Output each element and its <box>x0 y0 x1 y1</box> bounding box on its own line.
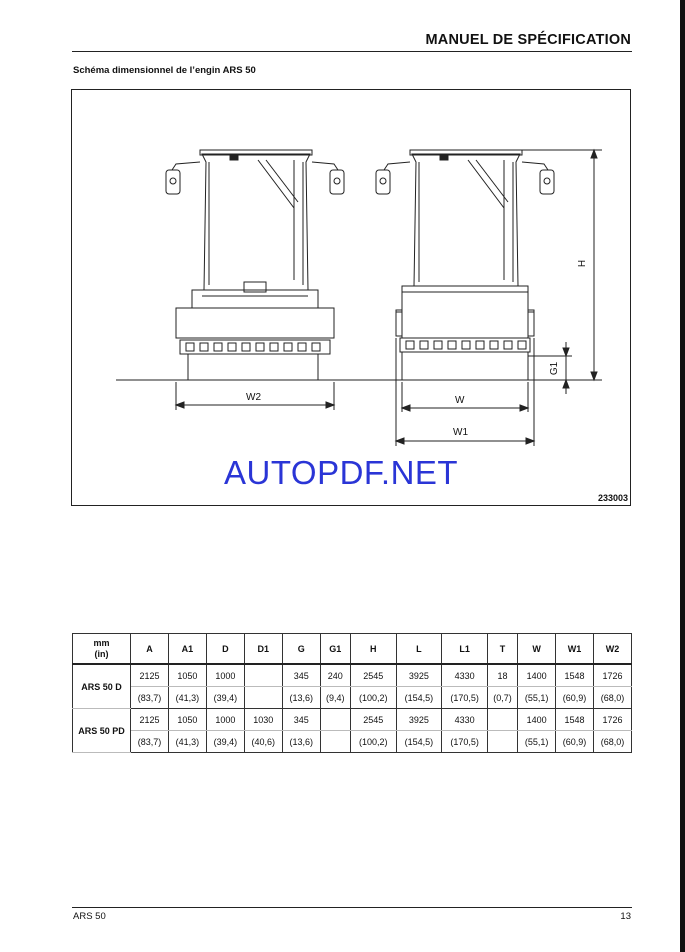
front-view <box>166 150 344 410</box>
table-cell: (60,9) <box>556 687 594 709</box>
table-cell <box>320 709 350 731</box>
page-number: 13 <box>620 911 631 922</box>
table-row <box>73 731 632 753</box>
section-title: Schéma dimensionnel de l’engin ARS 50 <box>73 65 256 76</box>
table-cell: 1400 <box>518 664 556 687</box>
model-cell: ARS 50 D <box>73 664 131 709</box>
table-cell: (9,4) <box>320 687 350 709</box>
column-header: D <box>206 634 244 665</box>
footer-divider <box>72 907 632 908</box>
table-cell: 4330 <box>442 664 488 687</box>
watermark-text: AUTOPDF.NET <box>224 454 459 491</box>
table-cell: 1726 <box>594 664 632 687</box>
table-cell: (68,0) <box>594 731 632 753</box>
unit-mm: mm <box>93 637 110 648</box>
table-header-row <box>73 634 632 665</box>
column-header: G <box>282 634 320 665</box>
column-header: L <box>396 634 442 665</box>
table-cell: 345 <box>282 709 320 731</box>
roller-drawing <box>72 90 632 507</box>
table-cell: (170,5) <box>442 731 488 753</box>
table-cell <box>320 731 350 753</box>
table-cell: (83,7) <box>131 687 169 709</box>
dimension-label-g1: G1 <box>549 361 561 376</box>
table-cell: 3925 <box>396 664 442 687</box>
dimensions-table <box>72 633 632 753</box>
table-cell: 1000 <box>206 664 244 687</box>
table-cell: (39,4) <box>206 687 244 709</box>
table-cell: (100,2) <box>350 687 396 709</box>
table-cell: 3925 <box>396 709 442 731</box>
column-header: D1 <box>244 634 282 665</box>
table-cell: 2545 <box>350 709 396 731</box>
table-cell: (60,9) <box>556 731 594 753</box>
column-header: H <box>350 634 396 665</box>
column-header: W <box>518 634 556 665</box>
table-cell: 345 <box>282 664 320 687</box>
table-row <box>73 709 632 731</box>
table-cell: (100,2) <box>350 731 396 753</box>
table-cell <box>487 709 517 731</box>
column-header: W2 <box>594 634 632 665</box>
model-cell: ARS 50 PD <box>73 709 131 753</box>
table-cell: (40,6) <box>244 731 282 753</box>
table-cell: 1030 <box>244 709 282 731</box>
table-cell: 2125 <box>131 709 169 731</box>
table-cell: 1726 <box>594 709 632 731</box>
table-cell: 2125 <box>131 664 169 687</box>
table-row <box>73 687 632 709</box>
table-cell: (0,7) <box>487 687 517 709</box>
page-title: MANUEL DE SPÉCIFICATION <box>425 32 631 48</box>
table-cell: 1000 <box>206 709 244 731</box>
table-cell: 1050 <box>168 709 206 731</box>
table-cell: (170,5) <box>442 687 488 709</box>
table-cell: (154,5) <box>396 687 442 709</box>
table-cell: 1548 <box>556 664 594 687</box>
table-cell: (68,0) <box>594 687 632 709</box>
table-cell: 1400 <box>518 709 556 731</box>
column-header: T <box>487 634 517 665</box>
table-cell: (13,6) <box>282 731 320 753</box>
table-cell: (154,5) <box>396 731 442 753</box>
table-cell: (55,1) <box>518 731 556 753</box>
table-cell: (83,7) <box>131 731 169 753</box>
table-cell: 240 <box>320 664 350 687</box>
table-cell <box>244 687 282 709</box>
table-cell: 18 <box>487 664 517 687</box>
table-cell: 2545 <box>350 664 396 687</box>
column-header: W1 <box>556 634 594 665</box>
column-header: A1 <box>168 634 206 665</box>
page-edge <box>680 0 685 952</box>
column-header: A <box>131 634 169 665</box>
table-cell: (55,1) <box>518 687 556 709</box>
table-cell: (41,3) <box>168 731 206 753</box>
unit-in: (in) <box>94 648 109 659</box>
table-cell: 4330 <box>442 709 488 731</box>
table-cell: (13,6) <box>282 687 320 709</box>
table-cell: 1548 <box>556 709 594 731</box>
table-cell <box>244 664 282 687</box>
figure-number: 233003 <box>597 493 628 503</box>
rear-view <box>376 150 602 446</box>
table-cell: (39,4) <box>206 731 244 753</box>
table-cell <box>487 731 517 753</box>
header-divider <box>72 51 632 52</box>
dimension-label-h: H <box>577 259 589 268</box>
dimension-label-w1: W1 <box>453 427 468 438</box>
table-row <box>73 664 632 687</box>
column-header: G1 <box>320 634 350 665</box>
footer-model: ARS 50 <box>73 911 106 922</box>
dimension-label-w: W <box>455 395 465 406</box>
column-header: L1 <box>442 634 488 665</box>
table-cell: 1050 <box>168 664 206 687</box>
table-cell: (41,3) <box>168 687 206 709</box>
table-corner-cell <box>73 634 131 665</box>
dimension-drawing <box>71 89 631 506</box>
dimension-label-w2: W2 <box>246 392 261 403</box>
